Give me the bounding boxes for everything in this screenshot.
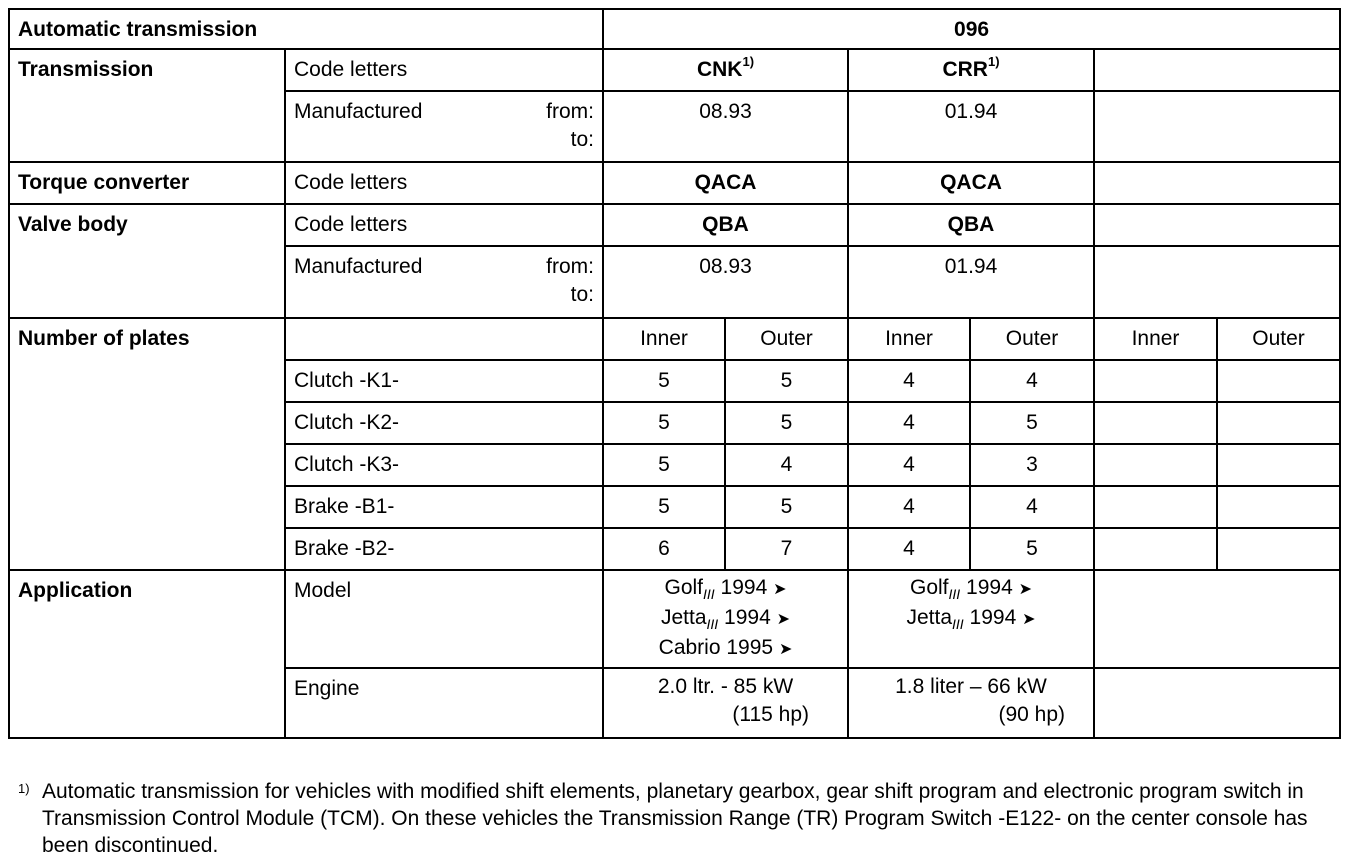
valve-mfg-label: Manufactured	[294, 255, 423, 278]
transmission-from-3	[1094, 91, 1340, 162]
transmission-mfg-cell	[285, 91, 603, 162]
plates-value: 5	[603, 360, 725, 402]
application-engine-3	[1094, 668, 1340, 738]
valve-code-1: QBA	[603, 204, 848, 246]
valve-from-3	[1094, 246, 1340, 318]
arrow-right-icon: ➤	[1022, 611, 1036, 628]
plates-inner-1: Inner	[603, 318, 725, 360]
plates-inner-2: Inner	[848, 318, 970, 360]
plates-value-empty	[1217, 528, 1340, 570]
torque-code-3	[1094, 162, 1340, 204]
plates-value: 5	[603, 444, 725, 486]
transmission-code-2: CRR$^{1)}$	[848, 49, 1094, 91]
plates-value: 4	[848, 528, 970, 570]
plates-value: 5	[970, 402, 1094, 444]
plates-row-name: Clutch -K1-	[285, 360, 603, 402]
application-models-3	[1094, 570, 1340, 668]
model-entry: Cabrio 1995 ➤	[658, 636, 793, 659]
transmission-from-2: 01.94	[848, 91, 1094, 162]
valve-from-1: 08.93	[603, 246, 848, 318]
plates-outer-3: Outer	[1217, 318, 1340, 360]
plates-outer-2: Outer	[970, 318, 1094, 360]
plates-value: 4	[848, 486, 970, 528]
plates-row-name: Clutch -K3-	[285, 444, 603, 486]
plates-value-empty	[1217, 486, 1340, 528]
plates-outer-1: Outer	[725, 318, 848, 360]
torque-label: Torque converter	[9, 162, 285, 204]
plates-value: 4	[848, 402, 970, 444]
plates-value: 5	[725, 402, 848, 444]
model-entry: Jetta$_{III}$ 1994 ➤	[660, 606, 790, 633]
plates-value: 5	[603, 402, 725, 444]
application-label: Application	[9, 570, 285, 738]
torque-code-1: QACA	[603, 162, 848, 204]
valve-label: Valve body	[9, 204, 285, 318]
plates-value-empty	[1094, 402, 1217, 444]
plates-value-empty	[1217, 444, 1340, 486]
plates-value: 4	[848, 444, 970, 486]
application-engine-label: Engine	[285, 668, 603, 738]
transmission-mfg-label: Manufactured	[294, 100, 423, 123]
transmission-code-1: CNK$^{1)}$	[603, 49, 848, 91]
header-title: Automatic transmission	[9, 9, 603, 49]
application-models-2	[848, 570, 1094, 668]
torque-code-label: Code letters	[285, 162, 603, 204]
plates-value-empty	[1217, 360, 1340, 402]
plates-row-name: Brake -B2-	[285, 528, 603, 570]
plates-row-name: Clutch -K2-	[285, 402, 603, 444]
footnote-text: Automatic transmission for vehicles with modified shift elements, planetary gearbox, gear shift program and electronic program switch in Transmission Control Module (TCM). On these vehicles the Transmission Range (TR) Program Switch -E122- on the center console has been discontinued.	[42, 780, 1308, 857]
valve-code-3	[1094, 204, 1340, 246]
model-entry: Golf$_{III}$ 1994 ➤	[664, 576, 787, 603]
footnote-mark: 1)	[18, 781, 30, 796]
plates-value: 4	[970, 360, 1094, 402]
plates-value-empty	[1094, 360, 1217, 402]
plates-value: 5	[725, 486, 848, 528]
plates-row-name: Brake -B1-	[285, 486, 603, 528]
plates-value-empty	[1094, 528, 1217, 570]
valve-from-to: from: to:	[546, 255, 594, 306]
model-entry: Jetta$_{III}$ 1994 ➤	[906, 606, 1036, 633]
plates-value-empty	[1217, 402, 1340, 444]
plates-value: 5	[603, 486, 725, 528]
plates-value: 7	[725, 528, 848, 570]
plates-value: 6	[603, 528, 725, 570]
arrow-right-icon: ➤	[778, 641, 793, 658]
transmission-from-1: 08.93	[603, 91, 848, 162]
plates-value: 5	[970, 528, 1094, 570]
valve-mfg-cell	[285, 246, 603, 318]
plates-label: Number of plates	[9, 318, 285, 570]
plates-value-empty	[1094, 444, 1217, 486]
torque-code-2: QACA	[848, 162, 1094, 204]
application-engine-2: 1.8 liter – 66 kW (90 hp)	[848, 668, 1094, 738]
valve-code-label: Code letters	[285, 204, 603, 246]
valve-from-2: 01.94	[848, 246, 1094, 318]
plates-value: 4	[725, 444, 848, 486]
transmission-code-label: Code letters	[285, 49, 603, 91]
header-code: 096	[603, 9, 1340, 49]
arrow-right-icon: ➤	[1018, 581, 1032, 598]
transmission-from-to: from: to:	[546, 100, 594, 151]
plates-value: 5	[725, 360, 848, 402]
arrow-right-icon: ➤	[773, 581, 787, 598]
application-models-1	[603, 570, 848, 668]
arrow-right-icon: ➤	[776, 611, 790, 628]
valve-code-2: QBA	[848, 204, 1094, 246]
plates-inner-3: Inner	[1094, 318, 1217, 360]
transmission-spec-table	[8, 8, 1341, 739]
transmission-label: Transmission	[9, 49, 285, 162]
transmission-code-3	[1094, 49, 1340, 91]
plates-value-empty	[1094, 486, 1217, 528]
application-engine-1: 2.0 ltr. - 85 kW (115 hp)	[603, 668, 848, 738]
plates-value: 4	[970, 486, 1094, 528]
footnote	[18, 778, 1338, 859]
model-entry: Golf$_{III}$ 1994 ➤	[910, 576, 1032, 603]
application-model-label: Model	[285, 570, 603, 668]
plates-value: 4	[848, 360, 970, 402]
plates-blank	[285, 318, 603, 360]
plates-value: 3	[970, 444, 1094, 486]
